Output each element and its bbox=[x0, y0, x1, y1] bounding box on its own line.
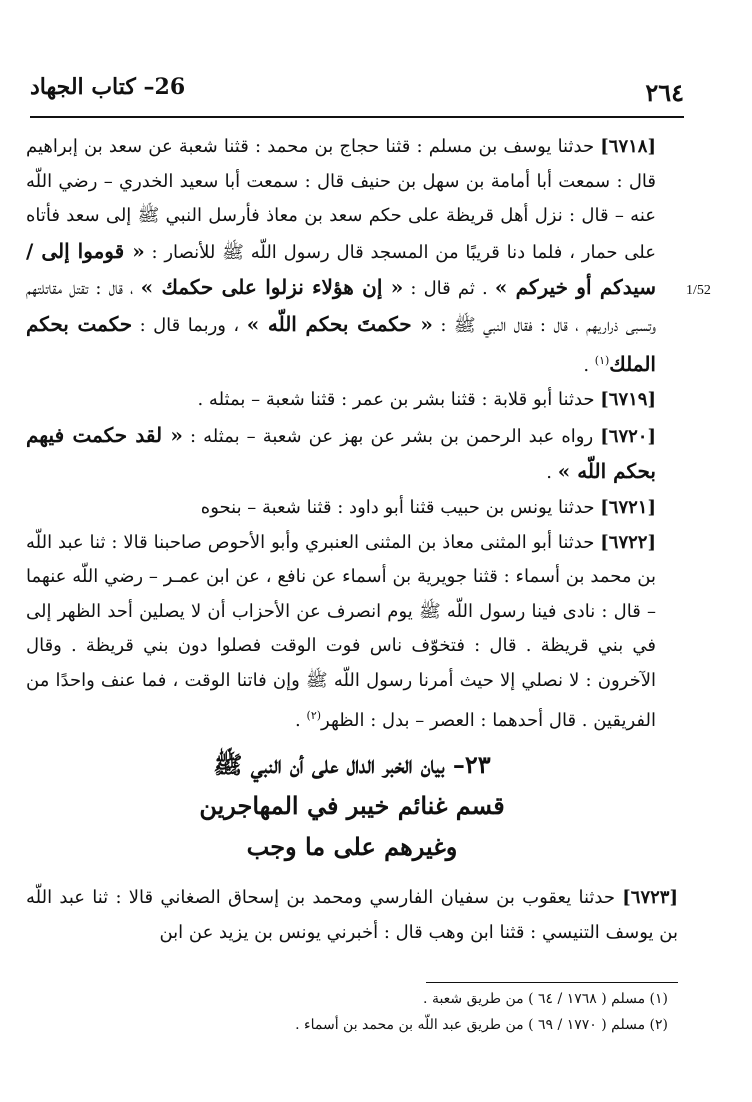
page-number: ٢٦٤ bbox=[645, 78, 684, 107]
hadith-quote: « إن هؤلاء نزلوا على حكمك » bbox=[140, 275, 404, 300]
hadith-number: [٦٧١٩] bbox=[600, 389, 656, 411]
hadith-body-continued bbox=[26, 880, 678, 950]
chapter-title: 26– كتاب الجهاد bbox=[30, 74, 186, 100]
hadith-text: حدثنا يعقوب بن سفيان الفارسي ومحمد بن إسحاق الصغاني قالا : ثنا عبد اللّه بن يوسف التنيسي : قثنا ابن وهب قال : أخبرني يونس بن يزيد عن ابن bbox=[26, 887, 678, 943]
footnote: (١) مسلم ( ١٧٦٨ / ٦٤ ) من طريق شعبة . bbox=[423, 991, 668, 1007]
hadith-6721 bbox=[26, 491, 678, 526]
footnote-marker: (١) bbox=[594, 353, 610, 367]
hadith-text: رواه عبد الرحمن بن بشر عن بهز عن شعبة – بمثله : bbox=[190, 425, 594, 447]
hadith-number: [٦٧٢٢] bbox=[600, 531, 656, 553]
section-heading-line: وغيرهم على ما وجب bbox=[246, 832, 458, 861]
hadith-6722 bbox=[26, 526, 678, 739]
hadith-text: . bbox=[295, 709, 301, 731]
footnote-divider bbox=[426, 982, 678, 983]
margin-reference: 1/52 bbox=[686, 283, 711, 298]
hadith-text: حدثنا يوسف بن مسلم : قثنا حجاج بن محمد : قثنا شعبة عن سعد بن إبراهيم قال : سمعت أبا أمامة بن سهل بن حنيف قال : سمعت أبا سعيد الخدري – رضي اللّه عنه – قال : نزل أهل قريظة على حكم سعد بن معاذ فأرسل النبي ﷺ إلى سعد فأتاه على حمار ، فلما دنا قريبًا من المسجد قال رسول اللّه ﷺ للأنصار : bbox=[26, 136, 656, 263]
hadith-text: حدثنا أبو قلابة : قثنا بشر بن عمر : قثنا شعبة – بمثله . bbox=[197, 389, 595, 411]
hadith-quote: « لقد حكمت فيهم بحكم اللّه » bbox=[26, 422, 656, 484]
footnote-marker: (٢) bbox=[306, 708, 322, 722]
hadith-6718 bbox=[26, 130, 678, 383]
section-heading bbox=[26, 744, 678, 867]
hadith-6723 bbox=[26, 880, 678, 950]
hadith-quote: « قوموا إلى / سيدكم أو خيركم » bbox=[26, 238, 656, 300]
section-heading-line: ٢٣– بيان الخبر الدال على أن النبي ﷺ bbox=[213, 750, 491, 779]
hadith-text: حدثنا أبو المثنى معاذ بن المثنى العنبري وأبو الأحوص صاحبنا قالا : ثنا عبد اللّه بن محمد بن أسماء : قثنا جويرية بن أسماء عن نافع ، عن ابن عمـر – رضي اللّه عنهما – قال : نادى فينا رسول اللّه ﷺ يوم انصرف عن الأحزاب أن لا يصلين أحد الظهر إلى في بني قريظة . قال : فتخوّف ناس فوت الوقت فصلوا دون بني قريظة . وقال الآخرون : لا نصلي إلا حيث أمرنا رسول اللّه ﷺ وإن فاتنا الوقت ، فما عنف واحدًا من الفريقين . قال أحدهما : العصر – بدل : الظهر bbox=[26, 531, 656, 731]
hadith-6719 bbox=[26, 383, 678, 418]
hadith-number: [٦٧٢١] bbox=[600, 496, 656, 518]
hadith-text: حدثنا يونس بن حبيب قثنا أبو داود : قثنا شعبة – بنحوه bbox=[200, 496, 595, 518]
footnotes bbox=[26, 986, 678, 1038]
hadith-number: [٦٧٢٠] bbox=[600, 425, 656, 447]
hadith-text: ، قال : تقتل مقاتلتهم وتسبى ذراريهم ، قال : فقال النبي ﷺ : bbox=[26, 278, 656, 336]
section-heading-line: قسم غنائم خيبر في المهاجرين bbox=[199, 791, 505, 820]
page-header bbox=[30, 62, 684, 118]
hadith-body bbox=[26, 130, 678, 738]
hadith-quote: حكمت بحكم الملك bbox=[26, 311, 656, 376]
hadith-text: . bbox=[546, 462, 552, 484]
hadith-text: ، وربما قال : bbox=[139, 314, 240, 336]
hadith-number: [٦٧١٨] bbox=[600, 136, 656, 157]
hadith-number: [٦٧٢٣] bbox=[622, 887, 678, 908]
hadith-text: . ثم قال : bbox=[410, 278, 488, 300]
hadith-text: . bbox=[583, 354, 590, 376]
hadith-6720 bbox=[26, 418, 678, 491]
footnote: (٢) مسلم ( ١٧٧٠ / ٦٩ ) من طريق عبد اللّه بن محمد بن أسماء . bbox=[295, 1017, 668, 1033]
hadith-quote: « حكمتَ بحكم اللّه » bbox=[246, 311, 433, 336]
